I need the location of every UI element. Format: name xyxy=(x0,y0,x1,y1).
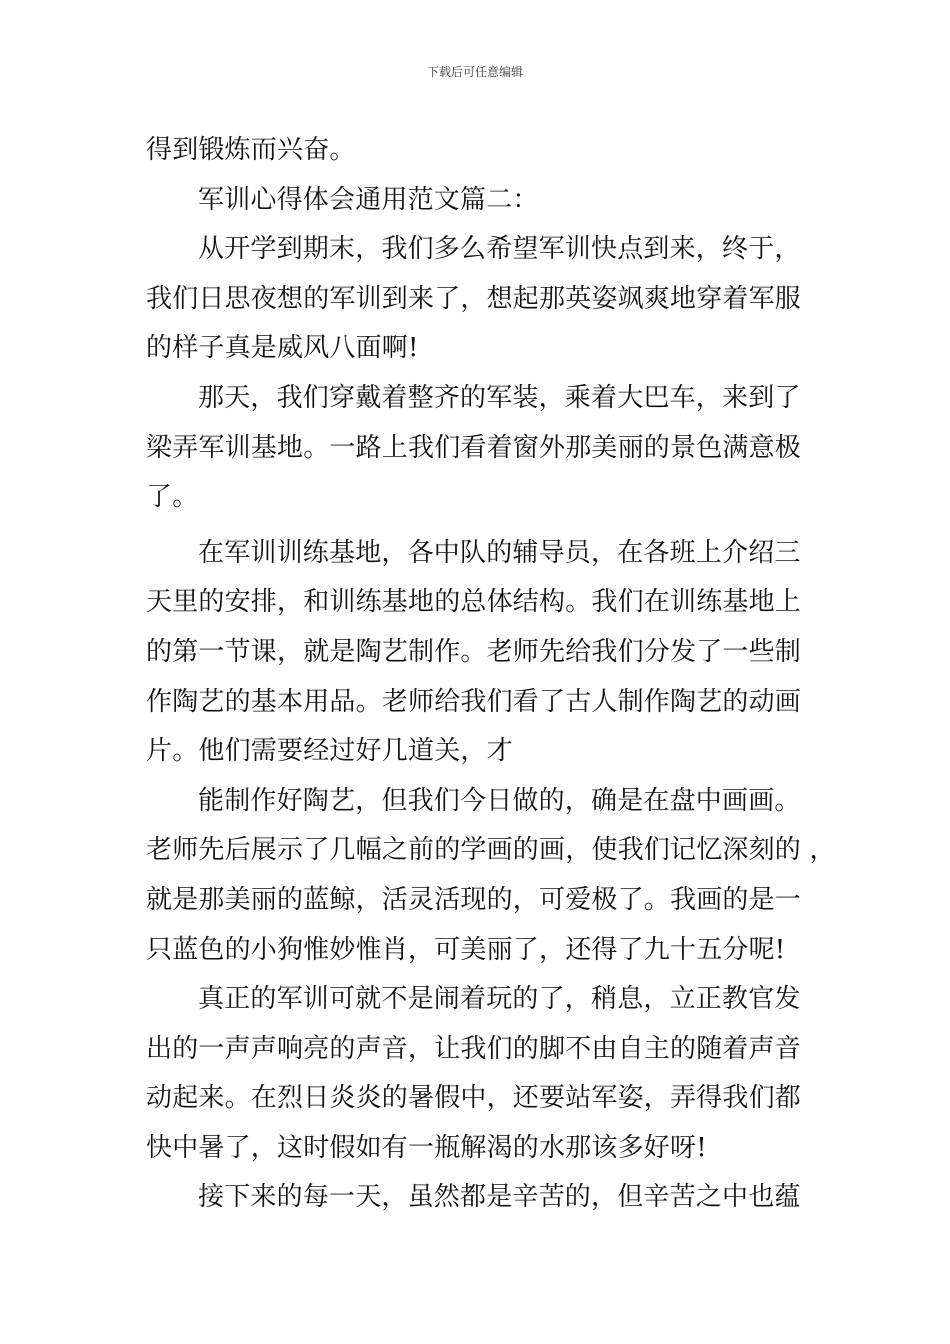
text-line: 的第一节课，就是陶艺制作。老师先给我们分发了一些制 xyxy=(146,636,802,667)
text-line: 出的一声声响亮的声音，让我们的脚不由自主的随着声音 xyxy=(146,1033,802,1064)
text-line: 就是那美丽的蓝鲸，活灵活现的，可爱极了。我画的是一 xyxy=(146,884,802,915)
text-line: 从开学到期末，我们多么希望军训快点到来，终于， xyxy=(198,234,801,265)
text-line: 那天，我们穿戴着整齐的军装，乘着大巴车，来到了 xyxy=(198,382,801,413)
text-line: 动起来。在烈日炎炎的暑假中，还要站军姿，弄得我们都 xyxy=(146,1083,802,1114)
text-line: 了。 xyxy=(146,482,199,513)
text-line: 我们日思夜想的军训到来了，想起那英姿飒爽地穿着军服 xyxy=(146,283,802,314)
text-line: 老师先后展示了几幅之前的学画的画，使我们记忆深刻的 ， xyxy=(146,835,836,866)
text-line: 真正的军训可就不是闹着玩的了，稍息，立正教官发 xyxy=(198,984,801,1015)
text-line: 只蓝色的小狗惟妙惟肖，可美丽了，还得了九十五分呢! xyxy=(146,934,786,965)
text-line: 作陶艺的基本用品。老师给我们看了古人制作陶艺的动画 xyxy=(146,686,802,717)
page-header: 下载后可任意编辑 xyxy=(426,65,523,79)
text-line: 的样子真是威风八面啊! xyxy=(146,333,419,364)
text-line: 天里的安排，和训练基地的总体结构。我们在训练基地上 xyxy=(146,587,802,618)
section-heading: 军训心得体会通用范文篇二： xyxy=(198,184,539,215)
text-line: 梁弄军训基地。一路上我们看着窗外那美丽的景色满意极 xyxy=(146,432,802,463)
text-line: 快中暑了，这时假如有一瓶解渴的水那该多好呀! xyxy=(146,1132,707,1163)
text-line: 得到锻炼而兴奋。 xyxy=(146,135,356,165)
text-line: 接下来的每一天，虽然都是辛苦的，但辛苦之中也蕴 xyxy=(198,1182,801,1213)
text-line: 片。他们需要经过好几道关，才 xyxy=(146,736,513,767)
document-body xyxy=(146,126,836,1223)
text-line: 能制作好陶艺，但我们今日做的，确是在盘中画画。 xyxy=(198,785,801,816)
text-line: 在军训训练基地，各中队的辅导员，在各班上介绍三 xyxy=(198,537,801,568)
